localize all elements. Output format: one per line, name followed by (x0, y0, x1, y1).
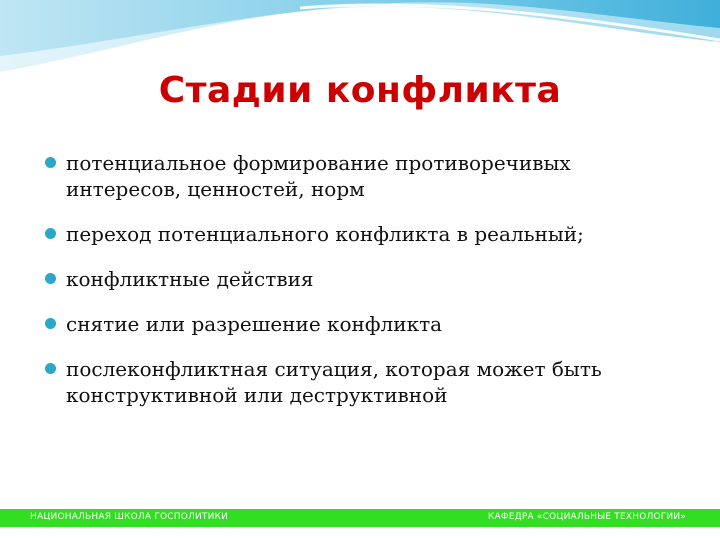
list-item (42, 150, 692, 202)
list-item-text: переход потенциального конфликта в реальный; (66, 222, 584, 246)
list-item (42, 221, 692, 247)
stages-list (42, 150, 692, 408)
list-item-text: конфликтные действия (66, 267, 314, 291)
footer-left-label: НАЦИОНАЛЬНАЯ ШКОЛА ГОСПОЛИТИКИ (30, 512, 229, 522)
list-item (42, 266, 692, 292)
list-item (42, 311, 692, 337)
list-item (42, 356, 692, 408)
list-item-text: снятие или разрешение конфликта (66, 312, 443, 336)
bullet-dot-icon (45, 228, 56, 239)
bullet-dot-icon (45, 318, 56, 329)
bullet-dot-icon (45, 273, 56, 284)
footer-right-label: КАФЕДРА «СОЦИАЛЬНЫЕ ТЕХНОЛОГИИ» (487, 512, 686, 522)
list-item-text: послеконфликтная ситуация, которая может быть конструктивной или деструктивной (66, 357, 602, 407)
bullet-dot-icon (45, 363, 56, 374)
bullet-dot-icon (45, 157, 56, 168)
slide-title: Стадии конфликта (158, 70, 562, 111)
list-item-text: потенциальное формирование противоречивых интересов, ценностей, норм (66, 151, 571, 201)
